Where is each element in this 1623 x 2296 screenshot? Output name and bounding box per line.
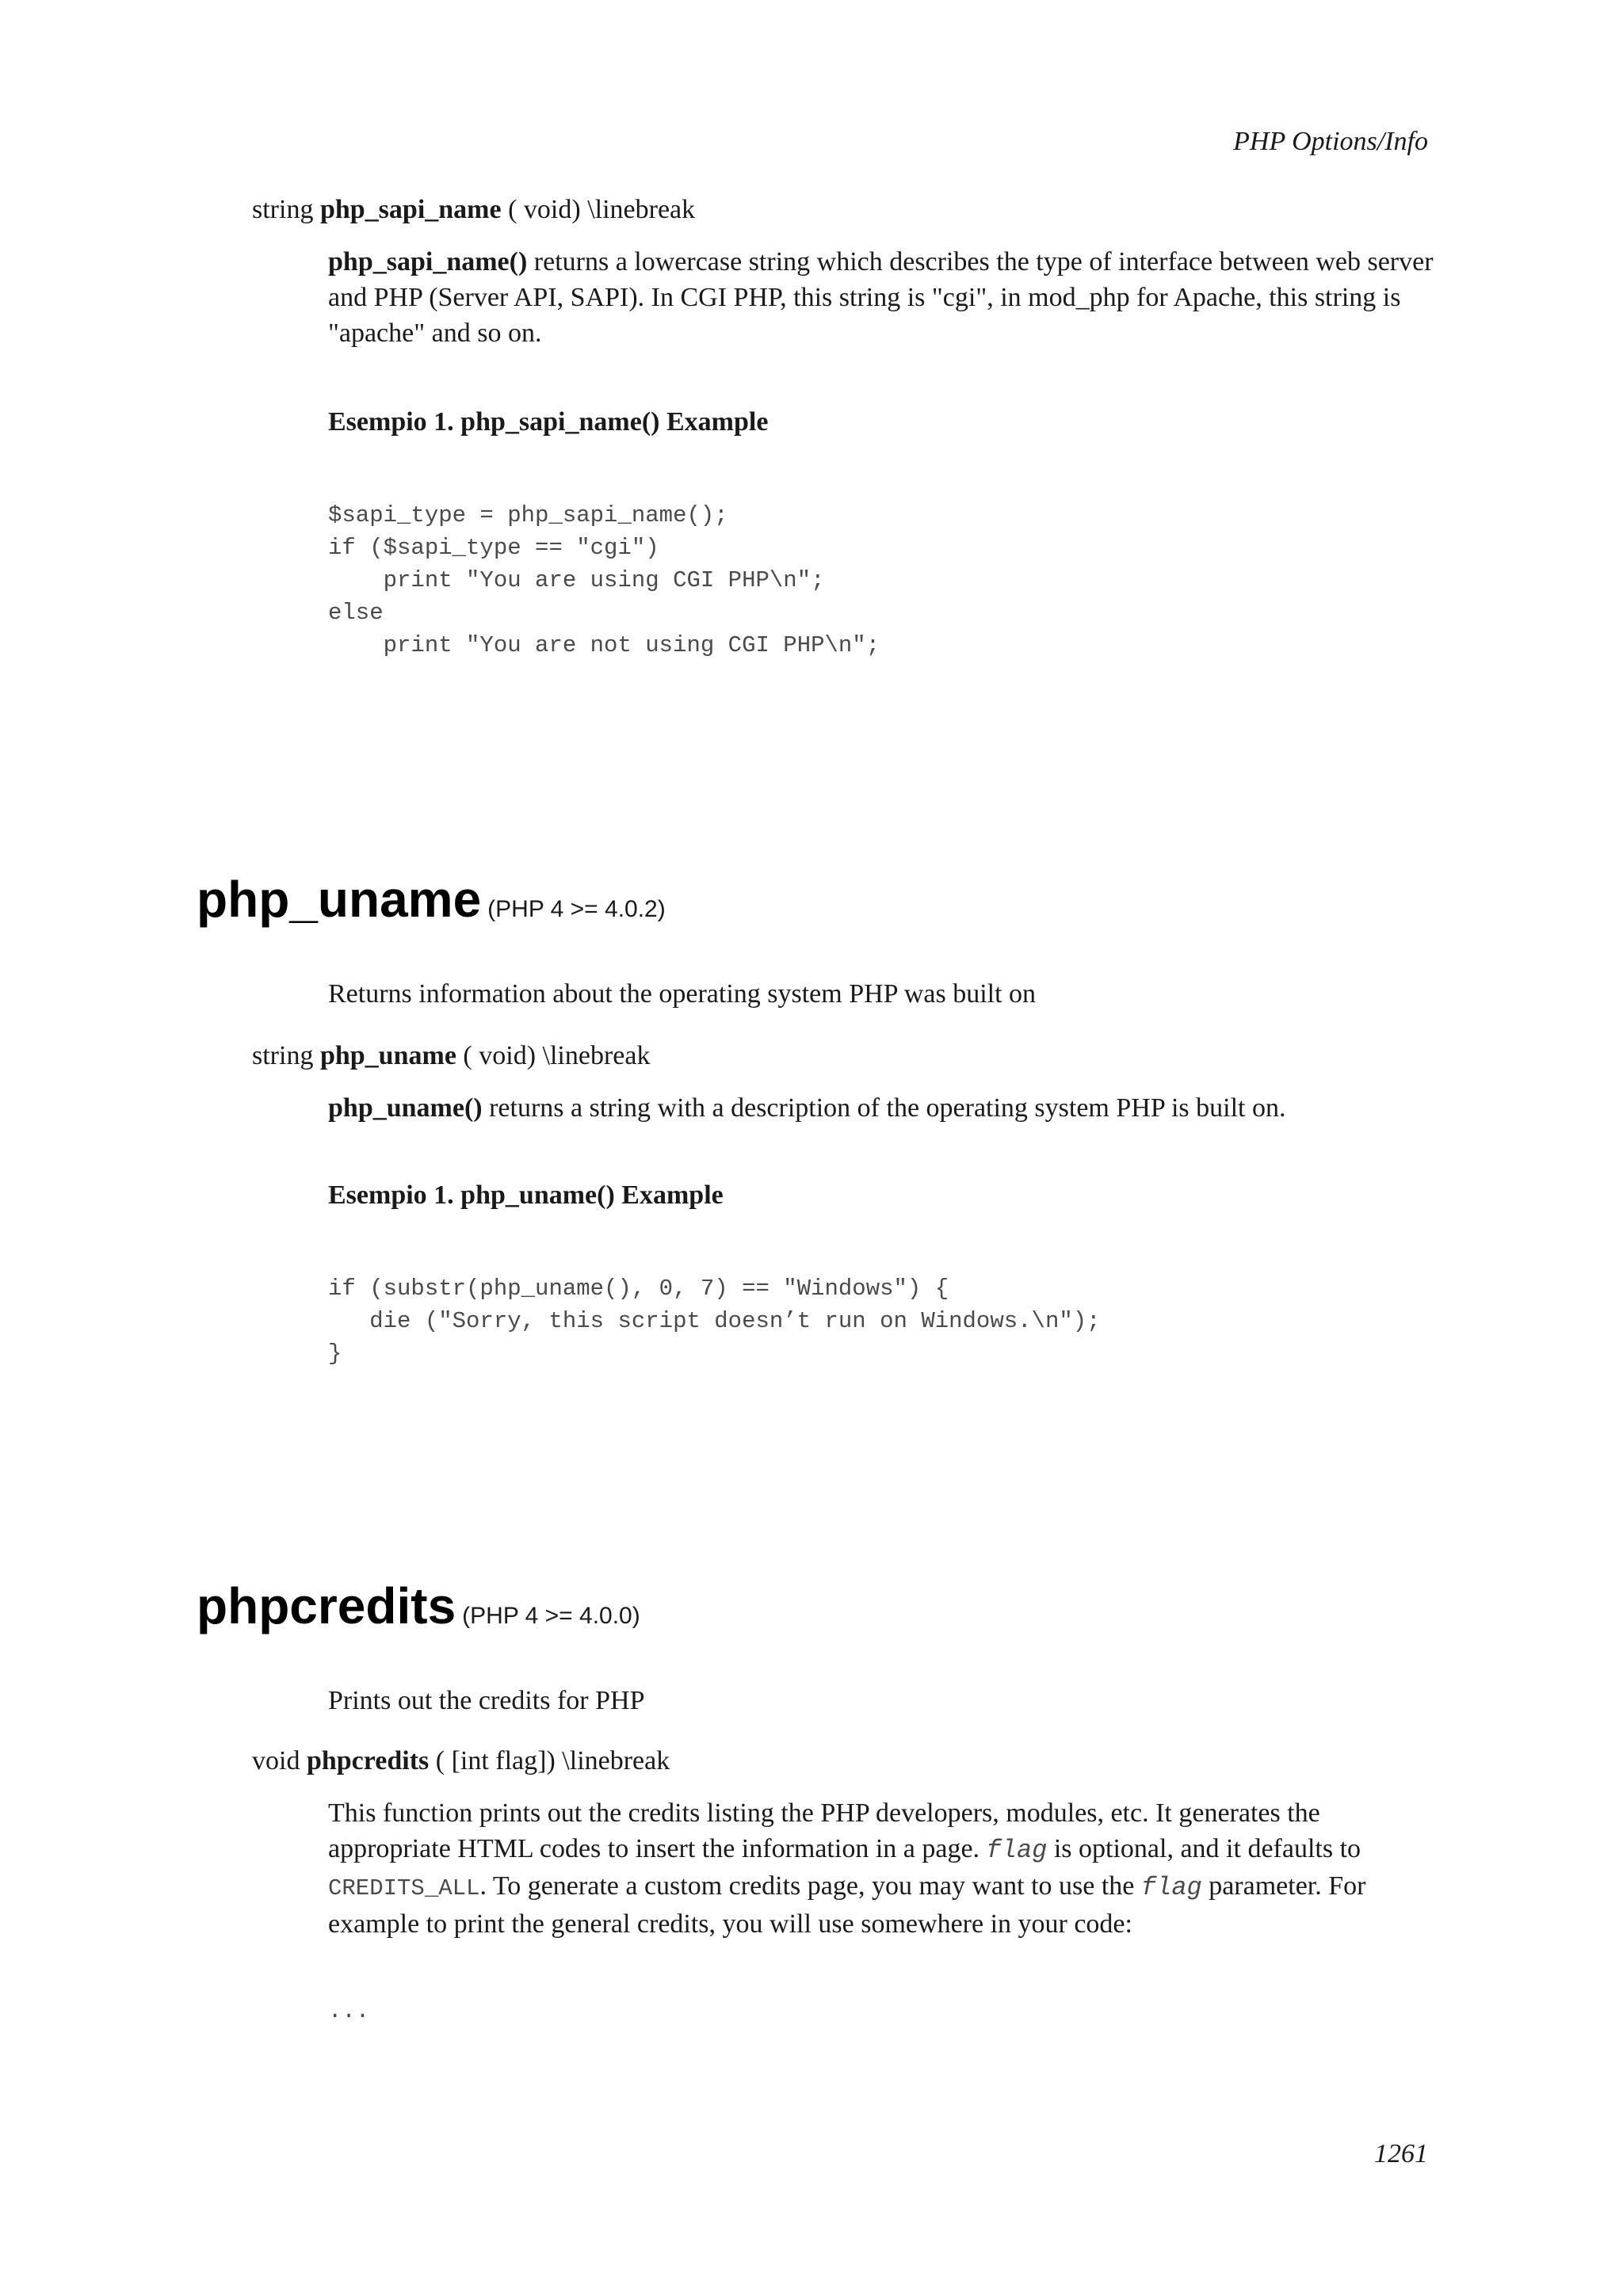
synopsis-tail: \linebreak	[587, 195, 696, 224]
phpcredits-code-ellipsis: ...	[328, 1998, 370, 2024]
synopsis-params: ( void)	[463, 1041, 537, 1070]
synopsis-function-name: phpcredits	[306, 1746, 430, 1775]
description-text: returns a lowercase string which describes the type of interface between web server and PHP (Server API, SAPI). In CGI PHP, this string is "cgi", in mod_php for Apache, this string is "apache" and so on.	[328, 247, 1434, 348]
phpcredits-synopsis	[252, 1746, 670, 1776]
php-uname-synopsis	[252, 1041, 650, 1071]
php-uname-description	[328, 1090, 1438, 1126]
synopsis-params: ( void)	[508, 195, 581, 224]
description-text: This function prints out the credits listing the PHP developers, modules, etc. It generates the appropriate HTML codes to insert the information in a page.	[328, 1798, 1320, 1863]
synopsis-return-type: void	[252, 1746, 300, 1775]
phpcredits-heading	[197, 1577, 640, 1635]
function-title: phpcredits	[197, 1577, 456, 1634]
synopsis-function-name: php_sapi_name	[319, 195, 502, 224]
php-sapi-name-description	[328, 244, 1438, 351]
synopsis-function-name: php_uname	[319, 1041, 456, 1070]
synopsis-return-type: string	[252, 1041, 314, 1070]
synopsis-params: ( [int flag])	[435, 1746, 556, 1775]
description-text: returns a string with a description of the operating system PHP is built on.	[482, 1093, 1286, 1123]
synopsis-tail: \linebreak	[542, 1041, 651, 1070]
constant-credits-all: CREDITS_ALL	[328, 1875, 480, 1901]
description-text: parameter. For example to print the general credits, you will use somewhere in your code:	[328, 1871, 1366, 1939]
php-sapi-name-example-code: $sapi_type = php_sapi_name(); if ($sapi_type == "cgi") print "You are using CGI PHP\n"; else print "You are not using CGI PHP\n";	[328, 502, 880, 658]
php-sapi-name-synopsis	[252, 195, 695, 225]
parameter-flag: flag	[986, 1836, 1048, 1865]
php-uname-example-code: if (substr(php_uname(), 0, 7) == "Windows") { die ("Sorry, this script doesn’t run on Windows.\n"); }	[328, 1276, 1101, 1367]
description-text: . To generate a custom credits page, you may want to use the	[479, 1871, 1141, 1901]
phpcredits-description	[328, 1795, 1438, 1942]
description-text: is optional, and it defaults to	[1047, 1834, 1361, 1863]
php-uname-heading	[197, 870, 666, 929]
php-uname-example-title: Esempio 1. php_uname() Example	[328, 1180, 724, 1210]
function-reference: php_uname()	[328, 1093, 483, 1123]
function-title: php_uname	[197, 871, 482, 928]
page-number: 1261	[1374, 2139, 1428, 2168]
synopsis-tail: \linebreak	[562, 1746, 670, 1775]
function-reference: php_sapi_name()	[328, 247, 528, 277]
phpcredits-purpose: Prints out the credits for PHP	[328, 1686, 645, 1715]
running-header: PHP Options/Info	[1233, 127, 1428, 156]
php-uname-purpose: Returns information about the operating system PHP was built on	[328, 979, 1037, 1009]
php-sapi-name-example-title: Esempio 1. php_sapi_name() Example	[328, 407, 769, 437]
parameter-flag: flag	[1140, 1873, 1202, 1902]
version-note: (PHP 4 >= 4.0.0)	[462, 1603, 640, 1629]
synopsis-return-type: string	[252, 195, 314, 224]
version-note: (PHP 4 >= 4.0.2)	[487, 896, 666, 922]
